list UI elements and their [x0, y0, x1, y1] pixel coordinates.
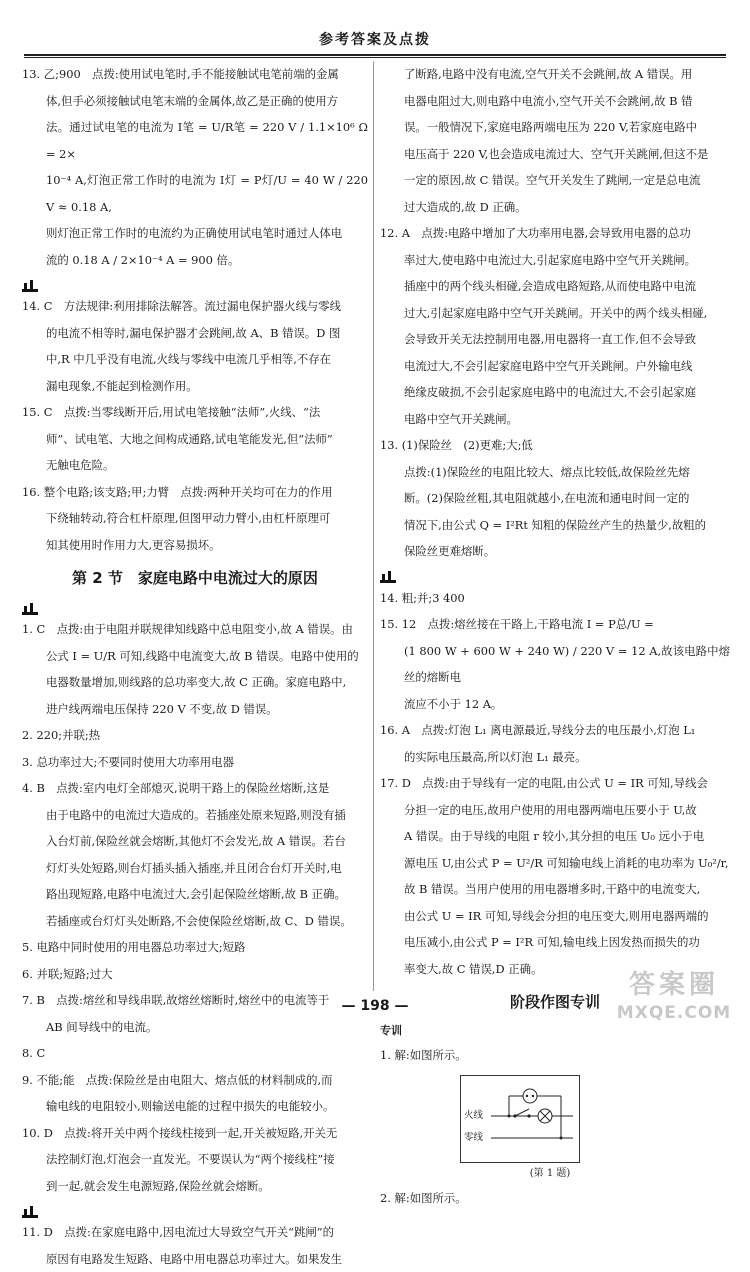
answer-s2q2: 2. 220;并联;热 — [22, 722, 368, 749]
text-line: 到一起,就会发生电源短路,保险丝就会熔断。 — [22, 1173, 368, 1200]
section-title: 阶段作图专训 — [380, 984, 730, 1020]
text-line: 输电线的电阻较小,则输送电能的过程中损失的电能较小。 — [22, 1093, 368, 1120]
text-line: 9. 不能;能 点拨:保险丝是由电阻大、熔点低的材料制成的,而 — [22, 1067, 368, 1094]
section-title: 第 2 节 家庭电路中电流过大的原因 — [22, 560, 368, 596]
text-line: 灯灯头处短路,则台灯插头插入插座,并且闭合台灯开关时,电 — [22, 855, 368, 882]
text-line: 知其使用时作用力大,更容易损坏。 — [22, 532, 368, 559]
text-line: (1 800 W + 600 W + 240 W) / 220 V = 12 A,故该电路中熔丝的熔断电 — [380, 638, 730, 691]
text-line: 情况下,由公式 Q = I²Rt 知粗的保险丝产生的热量少,故粗的 — [380, 512, 730, 539]
text-line: 电压减小,由公式 P = I²R 可知,输电线上因发热而损失的功 — [380, 929, 730, 956]
watermark-text: 答案圈 — [604, 968, 744, 1002]
text-line: 断。(2)保险丝粗,其电阻就越小,在电流和通电时间一定的 — [380, 485, 730, 512]
text-line: 流应不小于 12 A。 — [380, 691, 730, 718]
answer-s2q11 — [22, 1219, 368, 1272]
text-line: 11. D 点拨:在家庭电路中,因电流过大导致空气开关“跳闸”的 — [22, 1219, 368, 1246]
text-line: 无触电危险。 — [22, 452, 368, 479]
drawing-answer-1: 1. 解:如图所示。 — [380, 1042, 730, 1069]
answer-s2q3: 3. 总功率过大;不要同时使用大功率用电器 — [22, 749, 368, 776]
text-line: AB 间导线中的电流。 — [22, 1014, 368, 1041]
difficulty-level-icon — [22, 1203, 38, 1218]
text-line: 率变大,故 C 错误,D 正确。 — [380, 956, 730, 983]
text-line: 进户线两端电压保持 220 V 不变,故 D 错误。 — [22, 696, 368, 723]
text-line: 17. D 点拨:由于导线有一定的电阻,由公式 U = IR 可知,导线会 — [380, 770, 730, 797]
text-line: A 错误。由于导线的电阻 r 较小,其分担的电压 U₀ 远小于电 — [380, 823, 730, 850]
page-number: — 198 — — [0, 994, 750, 1018]
text-line: 误。一般情况下,家庭电路两端电压为 220 V,若家庭电路中 — [380, 114, 730, 141]
text-line: 点拨:(1)保险丝的电阻比较大、熔点比较低,故保险丝先熔 — [380, 459, 730, 486]
text-line: 保险丝更难熔断。 — [380, 538, 730, 565]
text-line: 电器电阻过大,则电路中电流小,空气开关不会跳闸,故 B 错 — [380, 88, 730, 115]
answer-q13 — [22, 61, 368, 273]
answer-s2q8: 8. C — [22, 1040, 368, 1067]
watermark-logo — [604, 968, 744, 1030]
watermark-url: MXQE.COM — [604, 1002, 744, 1024]
left-column — [22, 61, 368, 1272]
text-line: 绝缘皮破损,不会引起家庭电路中的电流过大,不会引起家庭 — [380, 379, 730, 406]
answer-q12 — [380, 220, 730, 432]
text-line: 14. C 方法规律:利用排除法解答。流过漏电保护器火线与零线 — [22, 293, 368, 320]
text-line: 故 B 错误。当用户使用的用电器增多时,干路中的电流变大, — [380, 876, 730, 903]
text-line: 13. (1)保险丝 (2)更难;大;低 — [380, 432, 730, 459]
text-line: 率过大,使电路中电流过大,引起家庭电路中空气开关跳闸。 — [380, 247, 730, 274]
text-line: 13. 乙;900 点拨:使用试电笔时,手不能接触试电笔前端的金属 — [22, 61, 368, 88]
text-line: 电压高于 220 V,也会造成电流过大、空气开关跳闸,但这不是 — [380, 141, 730, 168]
text-line: 插座中的两个线头相碰,会造成电路短路,从而使电路中电流 — [380, 273, 730, 300]
live-wire-label: 火线 — [464, 1109, 483, 1123]
answer-q17 — [380, 770, 730, 982]
text-line: 电器数量增加,则线路的总功率变大,故 C 正确。家庭电路中, — [22, 669, 368, 696]
difficulty-level-icon — [22, 600, 38, 615]
answer-q13 — [380, 432, 730, 565]
text-line: 漏电现象,不能起到检测作用。 — [22, 373, 368, 400]
text-line: 法控制灯泡,灯泡会一直发光。不要误认为“两个接线柱”接 — [22, 1146, 368, 1173]
text-line: 1. C 点拨:由于电阻并联规律知线路中总电阻变小,故 A 错误。由 — [22, 616, 368, 643]
figure-caption: (第 1 题) — [370, 1163, 730, 1185]
text-line: 电流过大,不会引起家庭电路中空气开关跳闸。户外输电线 — [380, 353, 730, 380]
drawing-answer-2: 2. 解:如图所示。 — [380, 1185, 730, 1212]
text-line: 中,R 中几乎没有电流,火线与零线中电流几乎相等,不存在 — [22, 346, 368, 373]
text-line: 4. B 点拨:室内电灯全部熄灭,说明干路上的保险丝熔断,这是 — [22, 775, 368, 802]
text-line: 下绕轴转动,符合杠杆原理,但图甲动力臂小,由杠杆原理可 — [22, 505, 368, 532]
text-line: 7. B 点拨:熔丝和导线串联,故熔丝熔断时,熔丝中的电流等于 — [22, 987, 368, 1014]
text-line: 16. A 点拨:灯泡 L₁ 离电源最近,导线分去的电压最小,灯泡 L₁ — [380, 717, 730, 744]
text-line: 源电压 U,由公式 P = U²/R 可知输电线上消耗的电功率为 U₀²/r, — [380, 850, 730, 877]
text-line: 一定的原因,故 C 错误。空气开关发生了跳闸,一定是总电流 — [380, 167, 730, 194]
text-line: 10⁻⁴ A,灯泡正常工作时的电流为 I灯 = P灯/U = 40 W / 220 V ≈ 0.18 A, — [22, 167, 368, 220]
text-line: 过大,引起家庭电路中空气开关跳闸。开关中的两个线头相碰, — [380, 300, 730, 327]
text-line: 由公式 U = IR 可知,导线会分担的电压变大,则用电器两端的 — [380, 903, 730, 930]
page-header: 参考答案及点拨 — [24, 28, 726, 52]
text-line: 原因有电路发生短路、电路中用电器总功率过大。如果发生 — [22, 1246, 368, 1272]
answer-s2q9 — [22, 1067, 368, 1120]
answer-s2q4 — [22, 775, 368, 934]
socket-icon — [523, 1089, 537, 1103]
text-line: 由于电路中的电流过大造成的。若插座处原来短路,则没有插 — [22, 802, 368, 829]
text-line: 10. D 点拨:将开关中两个接线柱接到一起,开关被短路,开关无 — [22, 1120, 368, 1147]
circuit-figure — [460, 1075, 580, 1163]
text-line: 公式 I = U/R 可知,线路中电流变大,故 B 错误。电路中使用的 — [22, 643, 368, 670]
text-line: 体,但手必须接触试电笔末端的金属体,故乙是正确的使用方 — [22, 88, 368, 115]
difficulty-level-icon — [22, 277, 38, 292]
text-line: 若插座或台灯灯头处断路,不会使保险丝熔断,故 C、D 错误。 — [22, 908, 368, 935]
answer-s2q1 — [22, 616, 368, 722]
text-line: 入台灯前,保险丝就会熔断,其他灯不会发光,故 A 错误。若台 — [22, 828, 368, 855]
answer-s2q10 — [22, 1120, 368, 1200]
answer-q15 — [380, 611, 730, 717]
text-line: 的实际电压最高,所以灯泡 L₁ 最亮。 — [380, 744, 730, 771]
answer-q14 — [22, 293, 368, 399]
text-line: 15. 12 点拨:熔丝接在干路上,干路电流 I = P总/U = — [380, 611, 730, 638]
answer-s2q6: 6. 并联;短路;过大 — [22, 961, 368, 988]
text-line: 则灯泡正常工作时的电流约为正确使用试电笔时通过人体电 — [22, 220, 368, 247]
right-column — [380, 61, 730, 1211]
text-line: 15. C 点拨:当零线断开后,用试电笔接触“法师”,火线、“法 — [22, 399, 368, 426]
text-line: 12. A 点拨:电路中增加了大功率用电器,会导致用电器的总功 — [380, 220, 730, 247]
answer-q16 — [22, 479, 368, 559]
text-line: 流的 0.18 A / 2×10⁻⁴ A = 900 倍。 — [22, 247, 368, 274]
answer-q14: 14. 粗;并;3 400 — [380, 585, 730, 612]
text-line: 16. 整个电路;该支路;甲;力臂 点拨:两种开关均可在力的作用 — [22, 479, 368, 506]
answer-q15 — [22, 399, 368, 479]
text-line: 过大造成的,故 D 正确。 — [380, 194, 730, 221]
text-line: 法。通过试电笔的电流为 I笔 = U/R笔 = 220 V / 1.1×10⁶ Ω = 2× — [22, 114, 368, 167]
header-rule — [24, 54, 726, 58]
text-line: 分担一定的电压,故用户使用的用电器两端电压要小于 U,故 — [380, 797, 730, 824]
text-line: 会导致开关无法控制用电器,用电器将一直工作,但不会导致 — [380, 326, 730, 353]
switch-icon — [515, 1109, 529, 1116]
column-divider — [373, 61, 374, 991]
text-line: 电路中空气开关跳闸。 — [380, 406, 730, 433]
text-line: 路出现短路,电路中电流过大,会引起保险丝熔断,故 B 正确。 — [22, 881, 368, 908]
text-line: 师”、试电笔、大地之间构成通路,试电笔能发光,但“法师” — [22, 426, 368, 453]
text-line: 的电流不相等时,漏电保护器才会跳闸,故 A、B 错误。D 图 — [22, 320, 368, 347]
sub-label: 专训 — [380, 1020, 730, 1042]
answer-q11-continued — [380, 61, 730, 220]
difficulty-level-icon — [380, 568, 396, 583]
text-line: 了断路,电路中没有电流,空气开关不会跳闸,故 A 错误。用 — [380, 61, 730, 88]
answer-s2q5: 5. 电路中同时使用的用电器总功率过大;短路 — [22, 934, 368, 961]
neutral-wire-label: 零线 — [464, 1131, 483, 1145]
answer-q16 — [380, 717, 730, 770]
